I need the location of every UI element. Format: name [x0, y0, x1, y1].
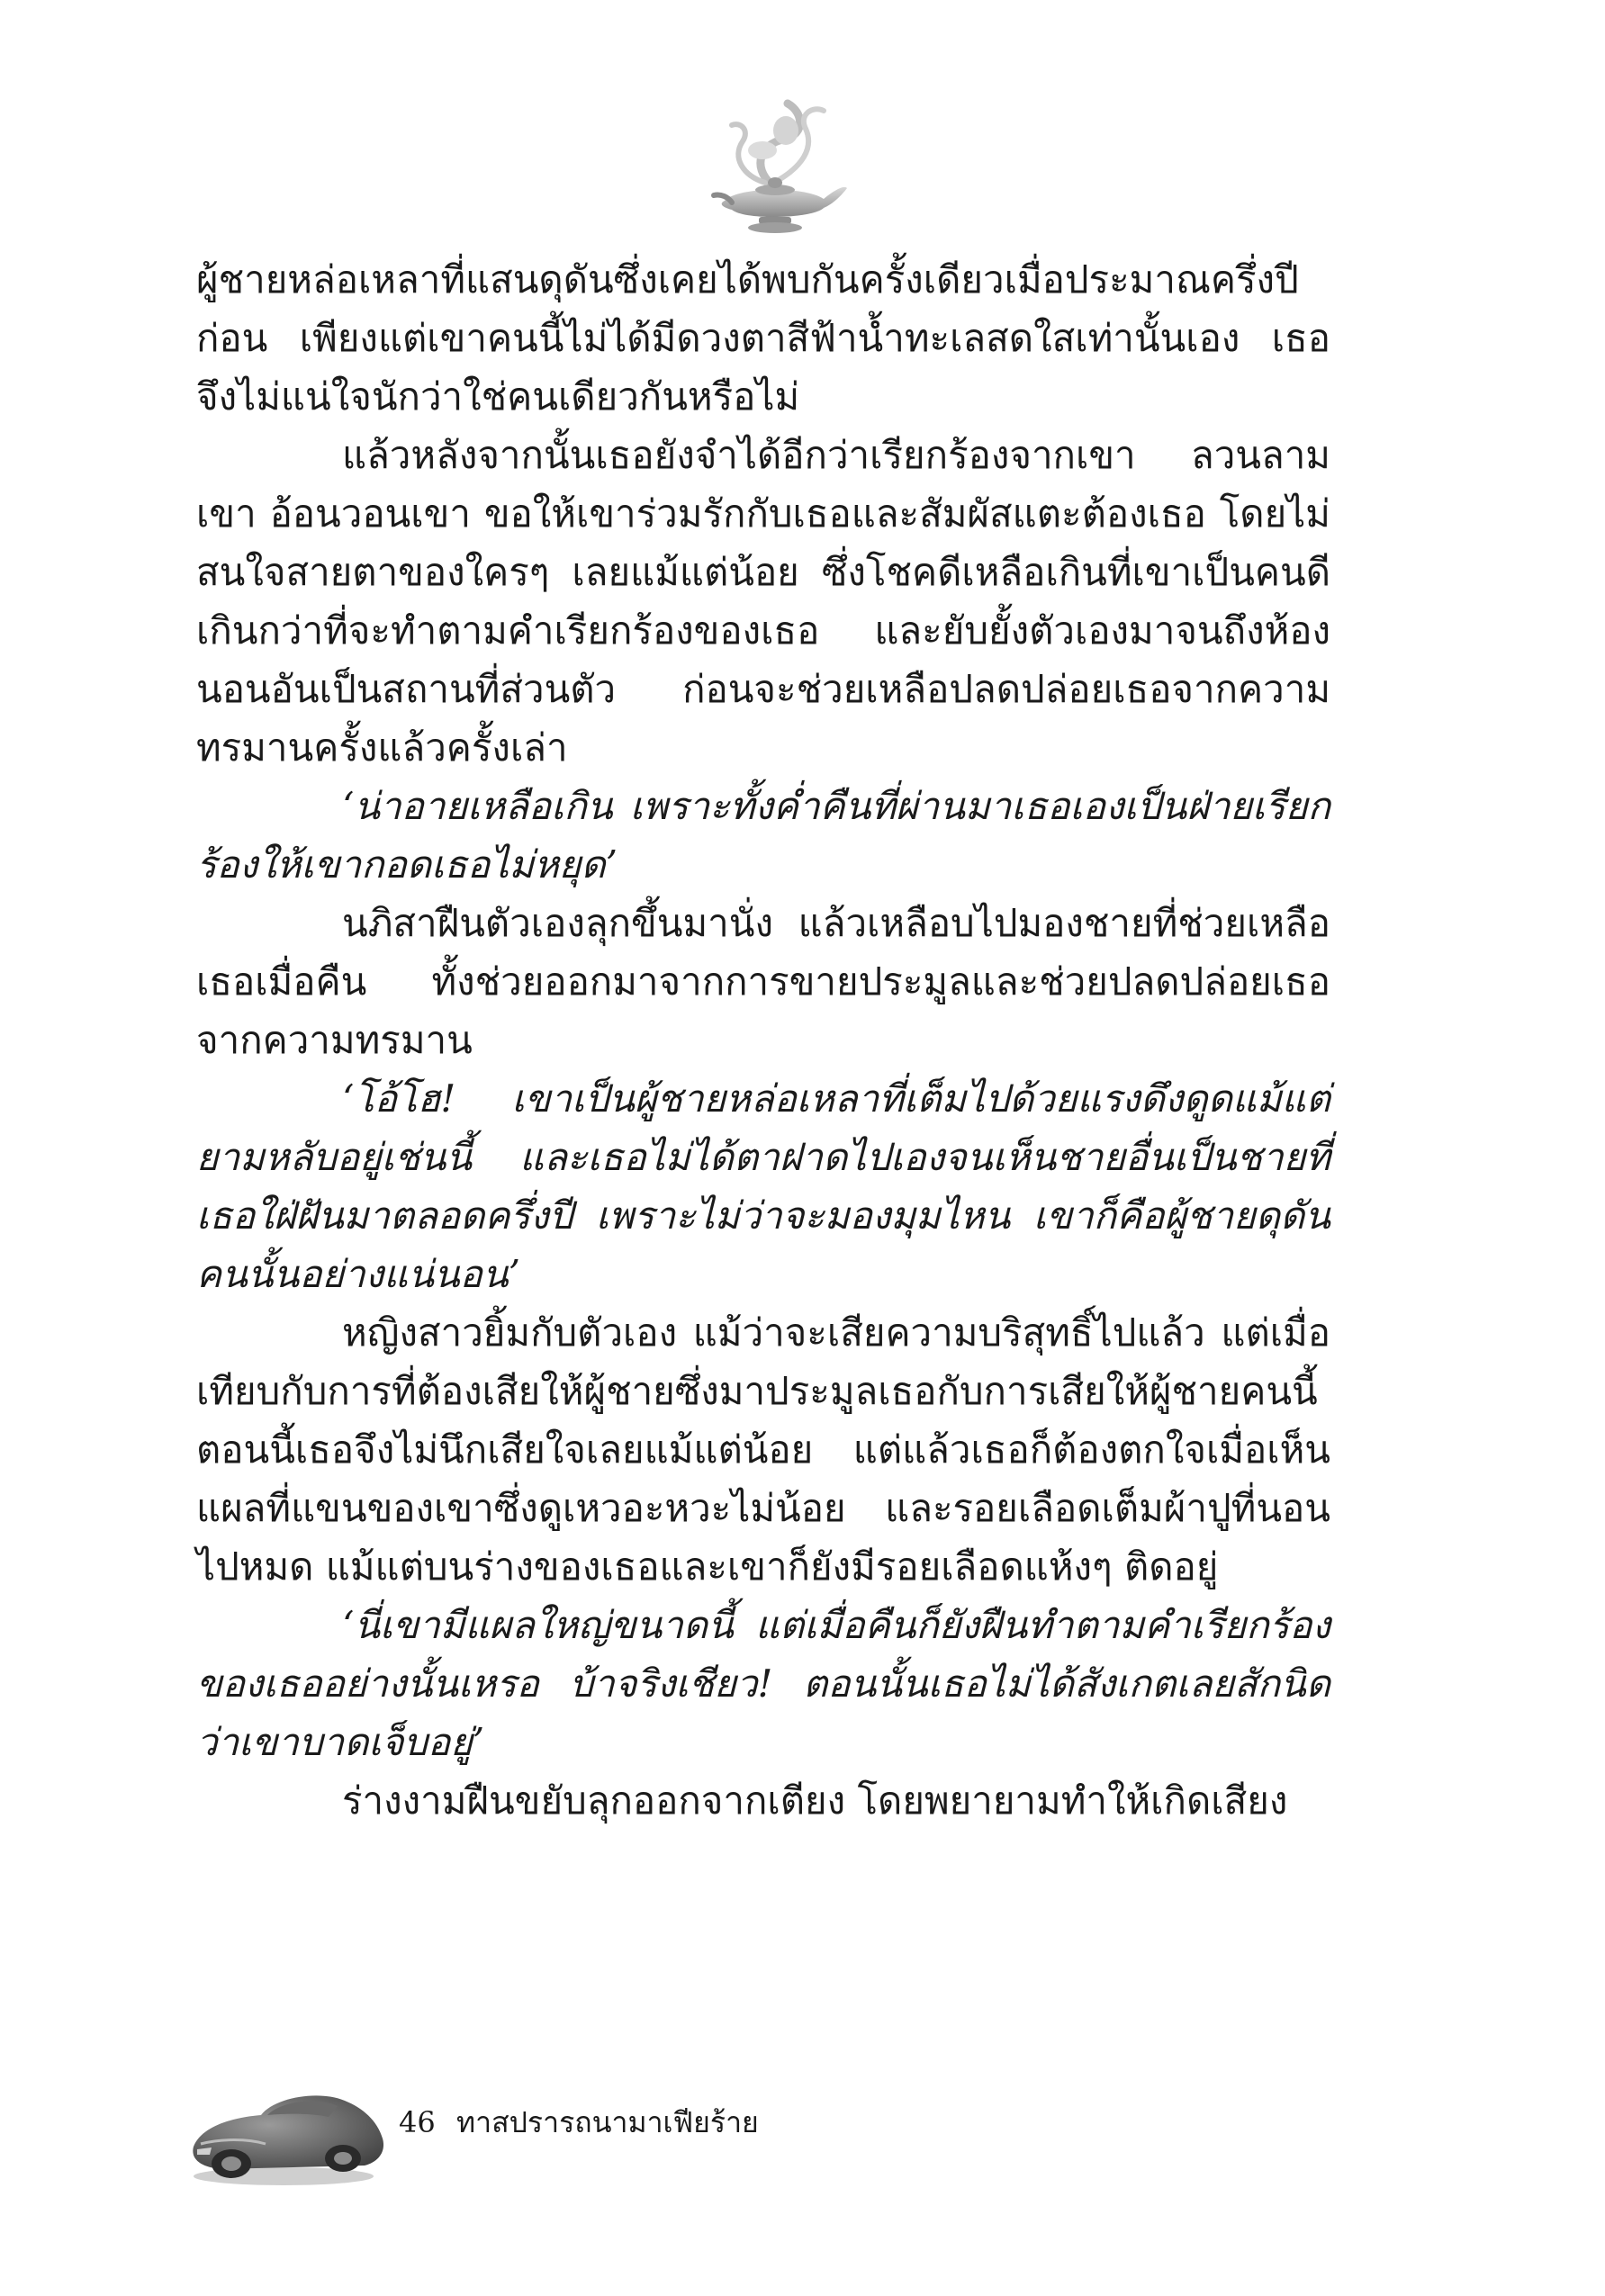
inner-thought: ‘นี่เขามีแผลใหญ่ขนาดนี้ แต่เมื่อคืนก็ยังฝืนทำตามคำเรียกร้องของเธออย่างนั้นเหรอ บ้าจริงเชียว! ตอนนั้นเธอไม่ได้สังเกตเลยสักนิดว่าเขาบาดเจ็บอยู่’ — [196, 1603, 1330, 1764]
page-number: 46 — [399, 2105, 436, 2139]
inner-thought: ‘โอ้โฮ! เขาเป็นผู้ชายหล่อเหลาที่เต็มไปด้วยแรงดึงดูดแม้แต่ยามหลับอยู่เช่นนี้ และเธอไม่ได้ตาฝาดไปเองจนเห็นชายอื่นเป็นชายที่เธอใฝ่ฝันมาตลอดครึ่งปี เพราะไม่ว่าจะมองมุมไหน เขาก็คือผู้ชายดุดันคนนั้นอย่างแน่นอน’ — [196, 1076, 1330, 1296]
sports-car-icon — [185, 2061, 392, 2196]
paragraph: นภิสาฝืนตัวเองลุกขึ้นมานั่ง แล้วเหลือบไปมองชายที่ช่วยเหลือเธอเมื่อคืน ทั้งช่วยออกมาจากการขายประมูลและช่วยปลดปล่อยเธอจากความทรมาน — [196, 901, 1330, 1062]
paragraph: ผู้ชายหล่อเหลาที่แสนดุดันซึ่งเคยได้พบกันครั้งเดียวเมื่อประมาณครึ่งปีก่อน เพียงแต่เขาคนนี้ไม่ได้มีดวงตาสีฟ้าน้ำทะเลสดใสเท่านั้นเอง เธอจึงไม่แน่ใจนักว่าใช่คนเดียวกันหรือไม่ — [196, 257, 1330, 419]
page-footer — [185, 2061, 995, 2196]
paragraph: ร่างงามฝืนขยับลุกออกจากเตียง โดยพยายามทำให้เกิดเสียง — [342, 1778, 1288, 1823]
paragraph: หญิงสาวยิ้มกับตัวเอง แม้ว่าจะเสียความบริสุทธิ์ไปแล้ว แต่เมื่อเทียบกับการที่ต้องเสียให้ผู้ชายซึ่งมาประมูลเธอกับการเสียให้ผู้ชายคนนี้ ตอนนี้เธอจึงไม่นึกเสียใจเลยแม้แต่น้อย แต่แล้วเธอก็ต้องตกใจเมื่อเห็นแผลที่แขนของเขาซึ่งดูเหวอะหวะไม่น้อย และรอยเลือดเต็มผ้าปูที่นอนไปหมด แม้แต่บนร่างของเธอและเขาก็ยังมีรอยเลือดแห้งๆ ติดอยู่ — [196, 1310, 1330, 1589]
genie-lamp-icon — [698, 95, 851, 239]
book-title: ทาสปรารถนามาเฟียร้าย — [456, 2105, 759, 2139]
inner-thought: ‘น่าอายเหลือเกิน เพราะทั้งค่ำคืนที่ผ่านมาเธอเองเป็นฝ่ายเรียกร้องให้เขากอดเธอไม่หยุด’ — [196, 784, 1330, 887]
paragraph: แล้วหลังจากนั้นเธอยังจำได้อีกว่าเรียกร้องจากเขา ลวนลามเขา อ้อนวอนเขา ขอให้เขาร่วมรักกับเธอและสัมผัสแตะต้องเธอ โดยไม่สนใจสายตาของใครๆ เลยแม้แต่น้อย ซึ่งโชคดีเหลือเกินที่เขาเป็นคนดีเกินกว่าที่จะทำตามคำเรียกร้องของเธอ และยับยั้งตัวเองมาจนถึงห้องนอนอันเป็นสถานที่ส่วนตัว ก่อนจะช่วยเหลือปลดปล่อยเธอจากความทรมานครั้งแล้วครั้งเล่า — [196, 433, 1330, 770]
story-text — [196, 250, 1330, 1830]
